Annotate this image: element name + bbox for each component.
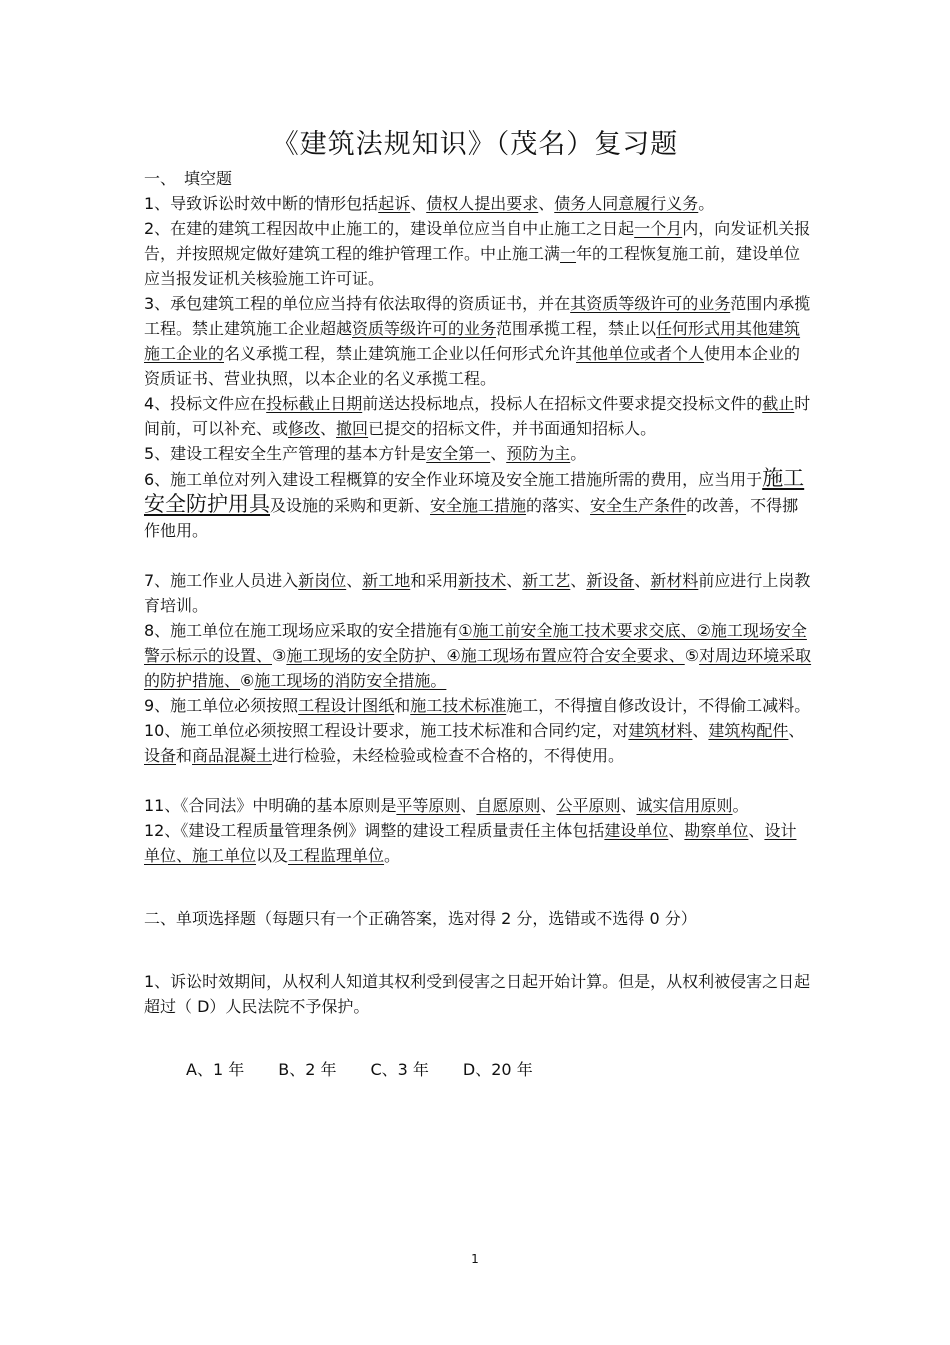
answer-blank: 施工现场的安全防护、④施工现场布置应符合安全要求、 (286, 646, 685, 665)
answer-blank: 安全生产条件 (590, 496, 687, 515)
document-body (144, 166, 812, 1082)
question-5: 5、建设工程安全生产管理的基本方针是安全第一、预防为主。 (144, 444, 587, 463)
spacer (144, 931, 812, 969)
option-d: D、20 年 (462, 1060, 533, 1079)
spacer (144, 543, 812, 568)
answer-blank: 施工技术标准 (410, 696, 507, 715)
answer-blank: 撤回 (336, 419, 369, 438)
question-8: 8、施工单位在施工现场应采取的安全措施有①施工前安全施工技术要求交底、②施工现场安全警示标示的设置、③施工现场的安全防护、④施工现场布置应符合安全要求、⑤对周边环境采取的防护措施、⑥施工现场的消防安全措施。 (144, 621, 812, 690)
option-a: A、1 年 (186, 1060, 245, 1079)
answer-blank: ①施工前安全施工技术要求交底、②施工现场安全警示标示的设置、 (144, 621, 807, 665)
answer-blank: 商品混凝土 (192, 746, 273, 765)
answer-blank: 新材料 (650, 571, 699, 590)
answer-blank: 修改 (288, 419, 321, 438)
question-4: 4、投标文件应在投标截止日期前送达投标地点，投标人在招标文件要求提交投标文件的截止时间前，可以补充、或修改、撤回已提交的招标文件，并书面通知招标人。 (144, 394, 811, 438)
question-3: 3、承包建筑工程的单位应当持有依法取得的资质证书，并在其资质等级许可的业务范围内承揽工程。禁止建筑施工企业超越资质等级许可的业务范围承揽工程，禁止以任何形式用其他建筑施工企业的名义承揽工程，禁止建筑施工企业以任何形式允许其他单位或者个人使用本企业的资质证书、营业执照，以本企业的名义承揽工程。 (144, 294, 811, 388)
answer-blank: 投标截止日期 (266, 394, 363, 413)
spacer (144, 868, 812, 906)
answer-blank: 截止 (762, 394, 795, 413)
answer-blank: 设备 (144, 746, 177, 765)
question-2: 2、在建的建筑工程因故中止施工的，建设单位应当自中止施工之日起一个月内，向发证机关报告，并按照规定做好建筑工程的维护管理工作。中止施工满一年的工程恢复施工前，建设单位应当报发证机关核验施工许可证。 (144, 219, 811, 288)
answer-blank: 工程设计图纸 (298, 696, 395, 715)
page-number: 1 (471, 1252, 479, 1266)
answer-blank: 安全第一 (426, 444, 491, 463)
answer-blank: 新工地 (362, 571, 411, 590)
answer-blank: 债权人提出要求 (426, 194, 539, 213)
question-1: 1、导致诉讼时效中断的情形包括起诉、债权人提出要求、债务人同意履行义务。 (144, 194, 715, 213)
answer-blank: 公平原则 (556, 796, 621, 815)
answer-blank: 起诉 (378, 194, 411, 213)
page-title: 《建筑法规知识》（茂名）复习题 (271, 129, 679, 160)
question-6: 6、施工单位对列入建设工程概算的安全作业环境及安全施工措施所需的费用，应当用于施工安全防护用具及设施的采购和更新、安全施工措施的落实、安全生产条件的改善，不得挪作他用。 (144, 466, 805, 540)
answer-blank: 债务人同意履行义务 (554, 194, 699, 213)
answer-blank: 对周边环境采取的防护措施、 (144, 646, 812, 690)
answer-blank: 设计单位、施工单位 (144, 821, 797, 865)
question-12: 12、《建设工程质量管理条例》调整的建设工程质量责任主体包括建设单位、勘察单位、设计单位、施工单位以及工程监理单位。 (144, 821, 797, 865)
answer-blank: 施工安全防护用具 (144, 466, 805, 516)
answer-blank: 建设单位 (604, 821, 669, 840)
section-heading-fill-blank: 一、 填空题 (144, 169, 233, 188)
answer-blank: 工程监理单位 (288, 846, 385, 865)
answer-blank: 平等原则 (396, 796, 461, 815)
answer-blank: 其他单位或者个人 (576, 344, 705, 363)
option-c: C、3 年 (370, 1060, 429, 1079)
spacer (144, 1019, 812, 1057)
question-10: 10、施工单位必须按照工程设计要求，施工技术标准和合同约定，对建筑材料、建筑构配件、设备和商品混凝土进行检验，未经检验或检查不合格的，不得使用。 (144, 721, 805, 765)
answer-blank: 自愿原则 (476, 796, 541, 815)
question-7: 7、施工作业人员进入新岗位、新工地和采用新技术、新工艺、新设备、新材料前应进行上岗教育培训。 (144, 571, 811, 615)
answer-blank: 建筑材料 (628, 721, 693, 740)
answer-blank: 新岗位 (298, 571, 347, 590)
answer-blank: 预防为主 (506, 444, 571, 463)
mc-question-1-options (144, 1057, 812, 1082)
answer-blank: 诚实信用原则 (636, 796, 733, 815)
answer-blank: 新设备 (586, 571, 635, 590)
answer-blank: 新技术 (458, 571, 507, 590)
question-11: 11、《合同法》中明确的基本原则是平等原则、自愿原则、公平原则、诚实信用原则。 (144, 796, 749, 815)
mc-question-1: 1、诉讼时效期间，从权利人知道其权利受到侵害之日起开始计算。但是，从权利被侵害之日起超过（ D）人民法院不予保护。 (144, 972, 811, 1016)
section-heading-multiple-choice: 二、单项选择题（每题只有一个正确答案，选对得 2 分，选错或不选得 0 分） (144, 909, 697, 928)
answer-blank: 资质等级许可的业务 (352, 319, 497, 338)
option-b: B、2 年 (278, 1060, 337, 1079)
answer-blank: 勘察单位 (684, 821, 749, 840)
answer-blank: 其资质等级许可的业务 (570, 294, 731, 313)
answer-blank: 任何形式用其他建筑施工企业的 (144, 319, 801, 363)
answer-blank: 施工现场的消防安全措施。 (254, 671, 447, 690)
spacer (144, 768, 812, 793)
answer-blank: 一个月 (634, 219, 683, 238)
answer-blank: 一 (560, 244, 577, 263)
answer-blank: 建筑构配件 (708, 721, 789, 740)
answer-blank: 安全施工措施 (430, 496, 527, 515)
question-9: 9、施工单位必须按照工程设计图纸和施工技术标准施工，不得擅自修改设计，不得偷工减料。 (144, 696, 811, 715)
answer-blank: 新工艺 (522, 571, 571, 590)
